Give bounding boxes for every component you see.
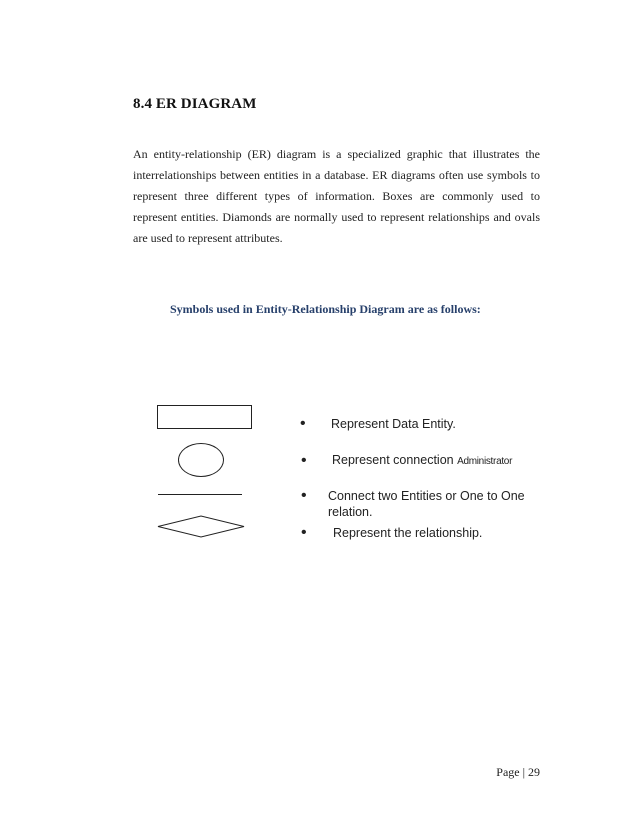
page-number: Page | 29 — [496, 765, 540, 779]
bullet-icon: • — [300, 415, 306, 432]
entity-description: Represent Data Entity. — [331, 417, 456, 431]
entity-rectangle-symbol — [157, 405, 252, 429]
line-description-line1: Connect two Entities or One to One — [328, 489, 525, 503]
oval-description-text: Represent connection — [332, 453, 454, 467]
diamond-description: Represent the relationship. — [333, 526, 483, 540]
oval-description — [332, 453, 512, 467]
section-heading: 8.4 ER DIAGRAM — [133, 96, 257, 112]
bullet-icon: • — [301, 524, 307, 541]
bullet-icon: • — [301, 487, 307, 504]
oval-description-note: Administrator — [457, 456, 513, 467]
symbols-caption: Symbols used in Entity-Relationship Diagram are as follows: — [170, 302, 481, 316]
line-symbol — [158, 494, 242, 495]
oval-symbol — [178, 443, 224, 477]
line-description-line2: relation. — [328, 505, 373, 519]
intro-paragraph: An entity-relationship (ER) diagram is a specialized graphic that illustrates the interrelationships between entities in a database. ER diagrams often use symbols to represent three different types of information. Boxes are commonly used to represent entities. Diamonds are normally used to represent relationships and ovals are used to represent attributes. — [133, 147, 540, 245]
bullet-icon: • — [301, 452, 307, 469]
diamond-symbol — [157, 515, 245, 538]
